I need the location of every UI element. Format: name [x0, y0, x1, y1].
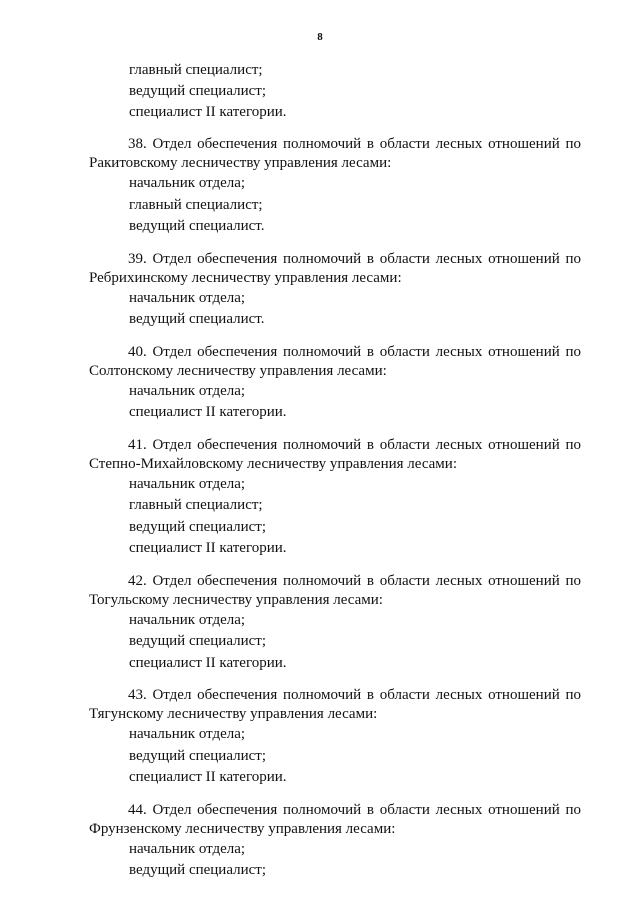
section-title: 41. Отдел обеспечения полномочий в области лесных отношений по Степно-Михайловскому лесничеству управления лесами: — [89, 436, 581, 472]
list-item: специалист II категории. — [129, 654, 287, 671]
list-item: главный специалист; — [129, 196, 263, 213]
list-item: ведущий специалист. — [129, 311, 265, 327]
section-38 — [89, 135, 581, 238]
document-body — [89, 60, 581, 882]
section-title: 40. Отдел обеспечения полномочий в области лесных отношений по Солтонскому лесничеству управления лесами: — [89, 343, 581, 379]
list-item: ведущий специалист; — [129, 83, 267, 99]
list-item: начальник отдела; — [129, 611, 246, 628]
intro-list — [89, 60, 581, 123]
section-43 — [89, 686, 581, 789]
list-item: начальник отдела; — [129, 475, 246, 492]
list-item: специалист II категории. — [129, 769, 287, 785]
section-40 — [89, 343, 581, 424]
section-44 — [89, 801, 581, 882]
section-41 — [89, 436, 581, 560]
section-title: 42. Отдел обеспечения полномочий в области лесных отношений по Тогульскому лесничеству управления лесами: — [89, 572, 581, 608]
list-item: ведущий специалист; — [129, 747, 267, 764]
section-title: 43. Отдел обеспечения полномочий в области лесных отношений по Тягунскому лесничеству управления лесами: — [89, 687, 581, 722]
list-item: главный специалист; — [129, 62, 263, 78]
list-item: специалист II категории. — [129, 104, 287, 120]
list-item: начальник отдела; — [129, 382, 246, 399]
list-item: начальник отдела; — [129, 175, 246, 191]
list-item: ведущий специалист; — [129, 518, 267, 535]
section-42 — [89, 572, 581, 675]
section-title: 44. Отдел обеспечения полномочий в области лесных отношений по Фрунзенскому лесничеству управления лесами: — [89, 801, 581, 837]
list-item: ведущий специалист. — [129, 218, 265, 234]
list-item: начальник отдела; — [129, 289, 246, 306]
section-39 — [89, 250, 581, 331]
list-item: ведущий специалист; — [129, 633, 267, 649]
list-item: главный специалист; — [129, 497, 263, 513]
page-number: 8 — [317, 31, 323, 43]
list-item: ведущий специалист; — [129, 862, 267, 878]
section-title: 39. Отдел обеспечения полномочий в области лесных отношений по Ребрихинскому лесничеству управления лесами: — [89, 250, 581, 286]
list-item: начальник отдела; — [129, 840, 246, 857]
section-title: 38. Отдел обеспечения полномочий в области лесных отношений по Ракитовскому лесничеству управления лесами: — [89, 136, 581, 171]
list-item: специалист II категории. — [129, 540, 287, 556]
list-item: начальник отдела; — [129, 726, 246, 742]
list-item: специалист II категории. — [129, 404, 287, 420]
